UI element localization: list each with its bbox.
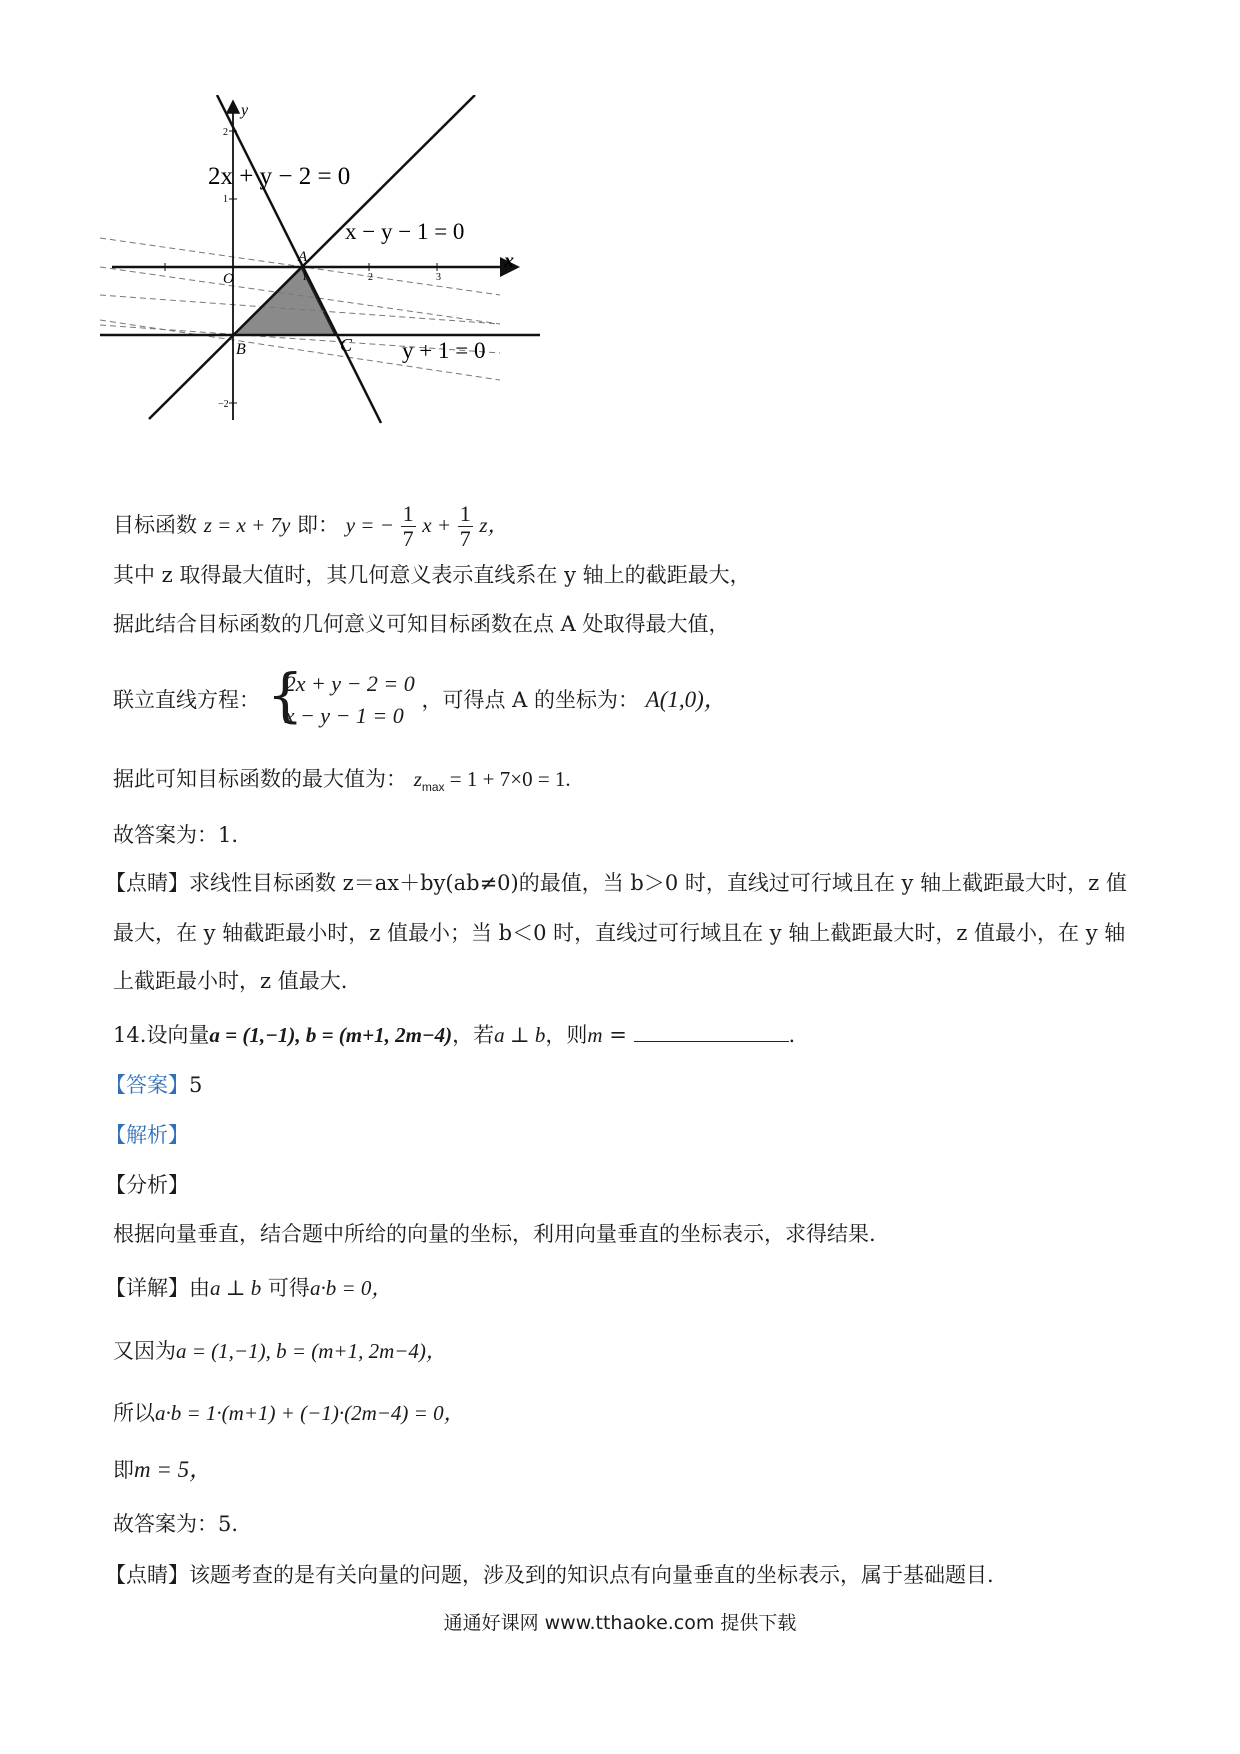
q14-detail-line-2: 又因为a = (1,−1), b = (m+1, 2m−4)， <box>113 1339 447 1363</box>
q14-stem: 14.设向量a = (1,−1), b = (m+1, 2m−4)，若a ⊥ b，则m = . <box>113 1019 1133 1050</box>
sol13-line-6: 故答案为：1. <box>113 823 239 847</box>
tick-y-neg2: −2 <box>218 399 229 410</box>
axis-y-label: y <box>241 102 249 119</box>
axis-x-label: x <box>504 250 514 272</box>
tick-y-1: 1 <box>223 194 228 205</box>
q14-detail-line-4: 即m = 5， <box>113 1457 213 1482</box>
q14-note: 【点睛】该题考查的是有关向量的问题，涉及到的知识点有向量垂直的坐标表示，属于基础题目. <box>105 1563 994 1587</box>
eq2-label: x − y − 1 = 0 <box>345 219 465 244</box>
line-x-y-1 <box>149 95 475 419</box>
sol13-line-3: 据此结合目标函数的几何意义可知目标函数在点 A 处取得最大值， <box>113 612 730 636</box>
q14-fenxi-tag: 【分析】 <box>105 1173 189 1197</box>
sol13-line-4: 联立直线方程： { 2x + y − 2 = 0 x − y − 1 = 0 ，可得点 A 的坐标为： A(1,0)， <box>113 668 1133 732</box>
sol13-note-line-2: 最大，在 y 轴截距最小时，z 值最小；当 b＜0 时，直线过可行域且在 y 轴上截距最大时，z 值最小，在 y 轴 <box>113 921 1126 945</box>
answer-blank <box>634 1019 789 1042</box>
q14-analysis-tag: 【解析】 <box>105 1123 189 1147</box>
q14-detail-line-5: 故答案为：5. <box>113 1512 239 1536</box>
tick-x-1: 1 <box>302 272 307 283</box>
tick-y-2: 2 <box>223 127 228 138</box>
feasible-region-graph <box>100 95 720 475</box>
sol13-line-5: 据此可知目标函数的最大值为： $z_{max} = 1 + 7\times 0 = 1$. <box>113 767 571 795</box>
q14-answer: 【答案】5 <box>105 1073 203 1097</box>
sol13-note-line-3: 上截距最小时，z 值最大. <box>113 969 348 993</box>
origin-label: O <box>223 271 234 287</box>
sol13-note-line-1: 【点睛】求线性目标函数 z＝ax＋by(ab≠0)的最值，当 b＞0 时，直线过可行域且在 y 轴上截距最大时，z 值 <box>105 871 1127 895</box>
q14-detail-line-3: 所以a·b = 1·(m+1) + (−1)·(2m−4) = 0， <box>113 1401 465 1425</box>
sol13-line-1: 目标函数 z = x + 7y 即： y = − $\frac{1}{7}$ x + $\frac{1}{7}$ z， <box>113 501 509 551</box>
page-footer: 通通好课网 www.tthaoke.com 提供下载 <box>443 1612 797 1634</box>
sol13-line-2: 其中 z 取得最大值时，其几何意义表示直线系在 y 轴上的截距最大， <box>113 563 751 587</box>
q14-fenxi: 根据向量垂直，结合题中所给的向量的坐标，利用向量垂直的坐标表示，求得结果. <box>113 1222 876 1246</box>
point-b-label: B <box>236 341 246 358</box>
q14-detail-line-1: 【详解】由a ⊥ b 可得a·b = 0， <box>105 1276 393 1300</box>
fraction-1: $\frac{1}{7}$ <box>402 501 414 551</box>
point-c-label: C <box>340 335 353 355</box>
tick-x-2: 2 <box>368 272 373 283</box>
point-a-label: A <box>298 249 308 265</box>
eq3-label: y + 1 = 0 <box>402 338 486 363</box>
fraction-2: $\frac{1}{7}$ <box>459 501 471 551</box>
equation-system: { 2x + y − 2 = 0 x − y − 1 = 0 <box>267 668 415 732</box>
tick-x-3: 3 <box>436 272 441 283</box>
eq1-label: 2x + y − 2 = 0 <box>208 163 351 190</box>
